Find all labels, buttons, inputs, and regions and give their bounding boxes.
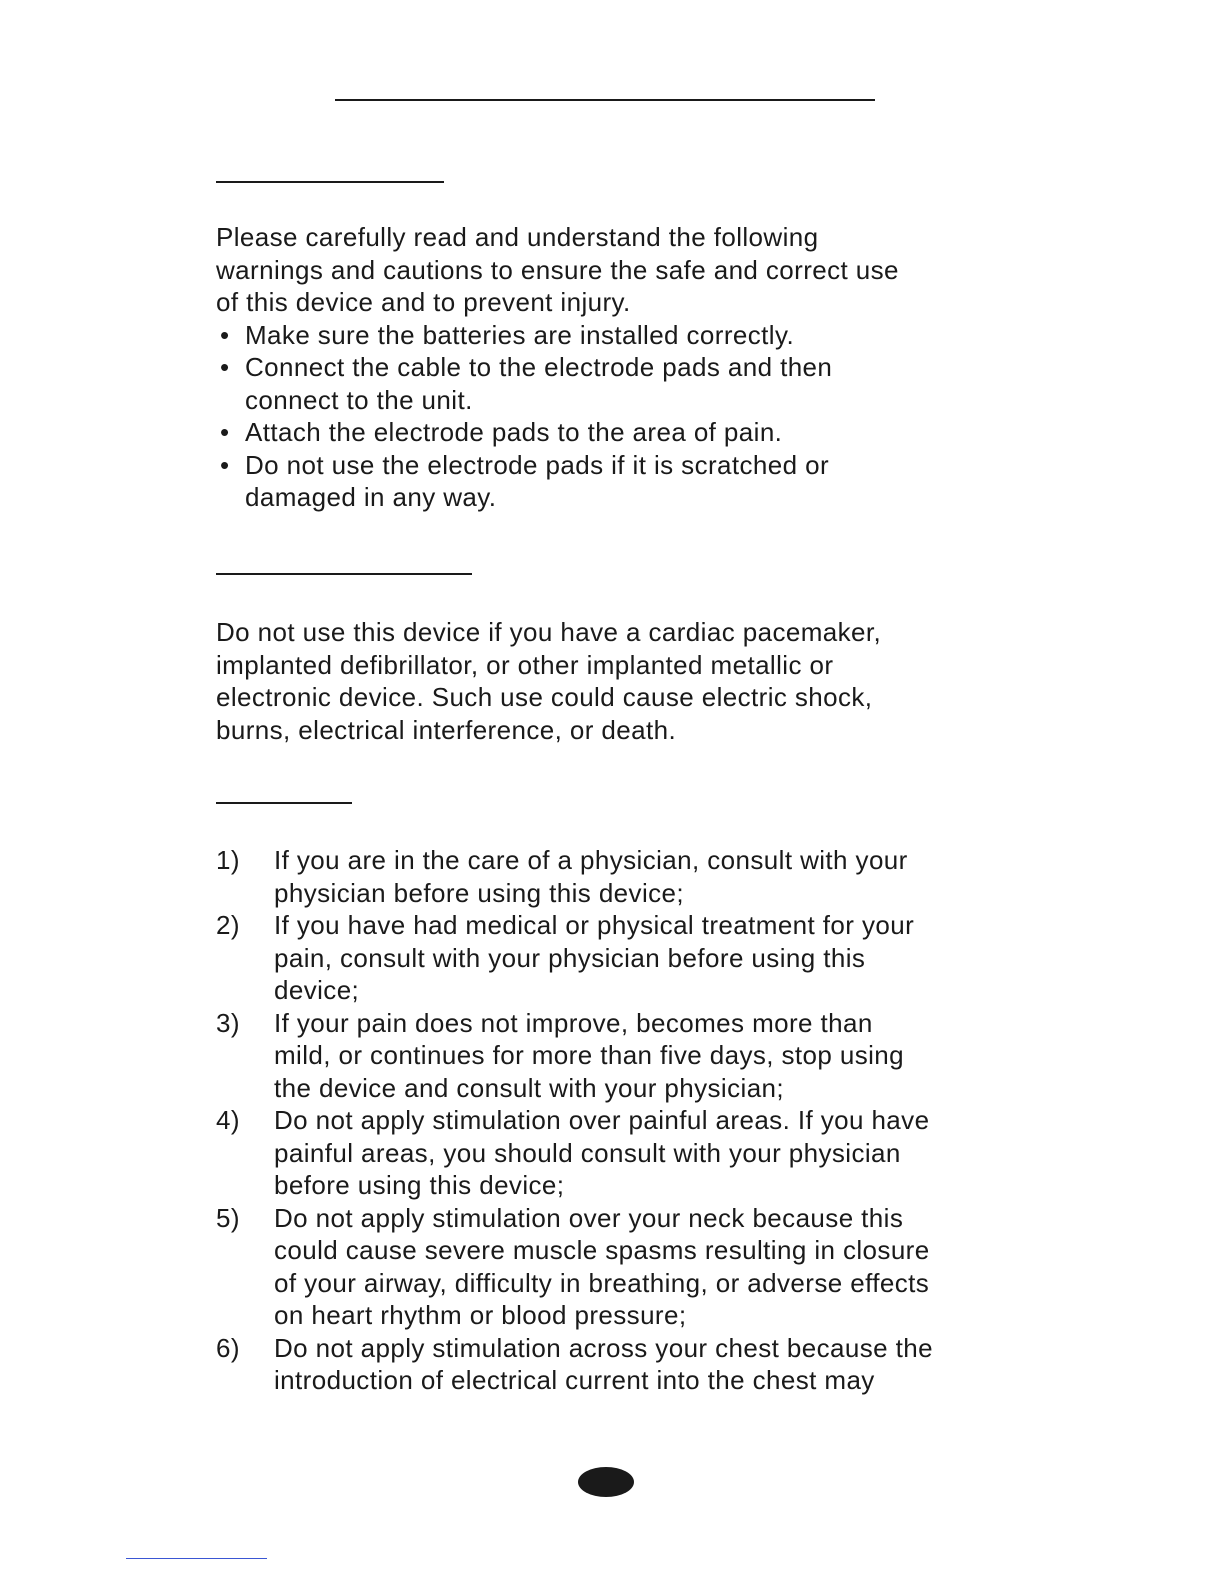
bullet-icon: • <box>220 449 230 480</box>
warning-text: the device and consult with your physician; <box>274 1072 785 1103</box>
warning-text: introduction of electrical current into the chest may <box>274 1365 875 1395</box>
warning-number: 5) <box>216 1202 240 1233</box>
bullet-icon: • <box>220 417 230 447</box>
contraindication-section <box>216 616 881 746</box>
bullet-text: Make sure the batteries are installed correctly. <box>245 319 795 350</box>
warning-text: physician before using this device; <box>274 877 685 908</box>
warning-text: of your airway, difficulty in breathing, or adverse effects <box>274 1267 930 1298</box>
intro-line: of this device and to prevent injury. <box>216 287 631 317</box>
bullet-text: Do not use the electrode pads if it is scratched or <box>245 449 830 480</box>
warning-number: 6) <box>216 1332 240 1363</box>
section-2-heading-rule <box>216 573 472 575</box>
bullet-text: connect to the unit. <box>245 384 473 415</box>
warning-item <box>216 1104 933 1202</box>
warning-item <box>216 1007 933 1105</box>
warning-item <box>216 1202 933 1332</box>
warning-number: 1) <box>216 845 240 875</box>
warning-number: 2) <box>216 910 240 940</box>
warning-text: If your pain does not improve, becomes more than <box>274 1007 873 1038</box>
intro-line: Please carefully read and understand the following <box>216 222 819 252</box>
bullet-icon: • <box>220 352 230 382</box>
contraindication-line: Do not use this device if you have a cardiac pacemaker, <box>216 617 882 647</box>
warning-text: painful areas, you should consult with your physician <box>274 1137 901 1168</box>
contraindication-line: burns, electrical interference, or death. <box>216 714 677 745</box>
warning-text: Do not apply stimulation over painful areas. If you have <box>274 1105 930 1135</box>
warning-item <box>216 909 933 1007</box>
warning-number: 3) <box>216 1007 240 1038</box>
bullet-text: Connect the cable to the electrode pads and then <box>245 352 833 382</box>
bullet-item <box>216 351 899 416</box>
page-number-badge <box>578 1467 634 1497</box>
bullet-item <box>216 416 899 449</box>
contraindication-line: implanted defibrillator, or other implanted metallic or <box>216 649 834 680</box>
bullet-text: damaged in any way. <box>245 482 497 512</box>
bullet-item <box>216 449 899 514</box>
warning-item <box>216 844 933 909</box>
bullet-icon: • <box>220 319 230 350</box>
warning-item <box>216 1332 933 1397</box>
warning-text: mild, or continues for more than five days, stop using <box>274 1040 905 1070</box>
contraindication-line: electronic device. Such use could cause electric shock, <box>216 682 873 712</box>
top-title-rule <box>335 99 875 101</box>
section-1-heading-rule <box>216 181 444 183</box>
warning-text: If you have had medical or physical treatment for your <box>274 910 915 940</box>
warning-text: pain, consult with your physician before using this <box>274 942 866 973</box>
warning-text: could cause severe muscle spasms resulting in closure <box>274 1235 930 1265</box>
bullet-item <box>216 319 899 352</box>
section-3-heading-rule <box>216 802 352 804</box>
warning-number: 4) <box>216 1105 240 1135</box>
warning-text: If you are in the care of a physician, consult with your <box>274 845 908 875</box>
warnings-section <box>216 844 933 1397</box>
intro-line: warnings and cautions to ensure the safe and correct use <box>216 254 899 285</box>
warning-text: Do not apply stimulation over your neck because this <box>274 1202 904 1233</box>
warning-text: device; <box>274 975 360 1005</box>
bottom-underline-mark <box>126 1558 267 1559</box>
warning-text: before using this device; <box>274 1170 565 1200</box>
safety-intro-section <box>216 221 899 514</box>
bullet-text: Attach the electrode pads to the area of pain. <box>245 417 783 447</box>
warning-text: on heart rhythm or blood pressure; <box>274 1300 687 1330</box>
warning-text: Do not apply stimulation across your chest because the <box>274 1332 933 1363</box>
